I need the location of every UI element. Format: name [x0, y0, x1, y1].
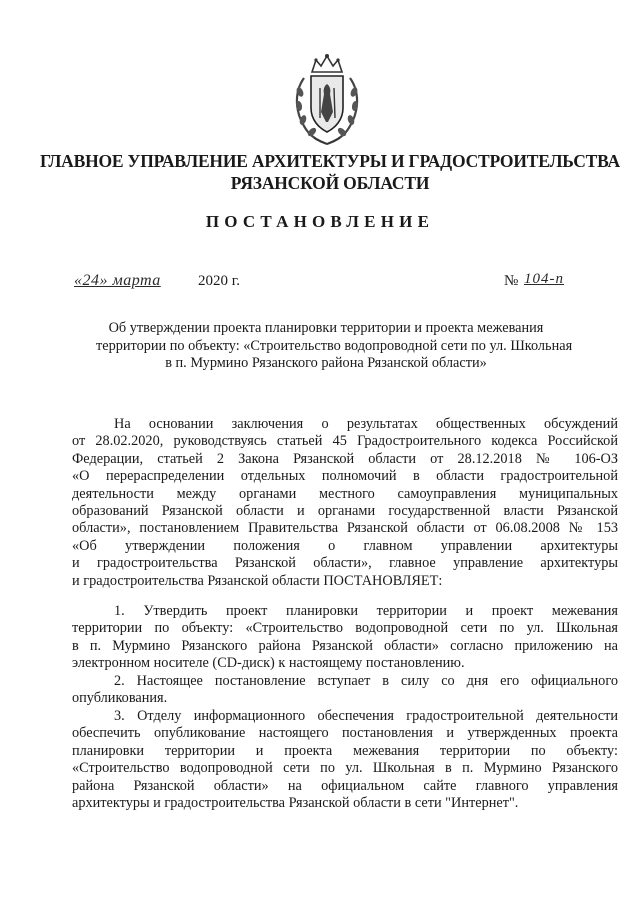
coat-of-arms-icon [290, 52, 364, 148]
body-line: области», постановлением Правительства Рязанской области от 06.08.2008 № 153 [72, 520, 618, 537]
handwritten-date: «24» марта [74, 272, 161, 289]
clause-1 [72, 603, 618, 673]
body-line: территории по объекту: «Строительство водопроводной сети по ул. Школьная [72, 620, 618, 637]
document-type-title: ПОСТАНОВЛЕНИЕ [205, 212, 435, 231]
org-name-line1: ГЛАВНОЕ УПРАВЛЕНИЕ АРХИТЕКТУРЫ И ГРАДОСТРОИТЕЛЬСТВА [40, 151, 620, 171]
handwritten-number: 104-п [524, 271, 564, 287]
body-line: электронном носителе (CD-диск) к настоящему постановлению. [72, 655, 465, 672]
body-line: 2. Настоящее постановление вступает в силу со дня его официального [114, 673, 618, 689]
document-subject [96, 320, 573, 373]
body-line: Федерации, статьей 2 Закона Рязанской области от 28.12.2018 № 106-ОЗ [72, 450, 618, 467]
subject-line: территории по объекту: «Строительство водопроводной сети по ул. Школьная [96, 337, 573, 354]
body-line: На основании заключения о результатах общественных обсуждений [114, 416, 618, 432]
body-line: от 28.02.2020, руководствуясь статьей 45 Градостроительного кодекса Российской [72, 433, 618, 450]
body-line: опубликования. [72, 690, 168, 707]
date-number-line [74, 272, 620, 298]
subject-line: в п. Мурмино Рязанского района Рязанской области» [165, 355, 487, 371]
org-name-line2: РЯЗАНСКОЙ ОБЛАСТИ [230, 173, 430, 193]
body-line: планировки территории и проекта межевания территории по объекту: [72, 742, 618, 759]
number-label: № [504, 273, 519, 289]
body-line: деятельности между органами местного самоуправления муниципальных [72, 485, 618, 502]
clause-3 [72, 708, 618, 812]
body-line: района Рязанской области» на официальном сайте главного управления [72, 777, 618, 794]
clause-2 [72, 673, 618, 708]
body-line: 3. Отделу информационного обеспечения градостроительной деятельности [114, 708, 618, 724]
body-line: и градостроительства Рязанской области», главное управление архитектуры [72, 555, 618, 572]
body-line: и градостроительства Рязанской области ПОСТАНОВЛЯЕТ: [72, 572, 443, 589]
body-line: архитектуры и градостроительства Рязанской области в сети "Интернет". [72, 795, 519, 812]
subject-line: Об утверждении проекта планировки территории и проекта межевания [108, 320, 544, 336]
body-line: «Об утверждении положения о главном управлении архитектуры [72, 537, 618, 554]
body-line: «Строительство водопроводной сети по ул. Школьная в п. Мурмино Рязанского [72, 760, 618, 777]
preamble-paragraph [72, 416, 618, 590]
body-line: образований Рязанской области и органами государственной власти Рязанской [72, 503, 618, 520]
body-line: «О перераспределении отдельных полномочий в области градостроительной [72, 468, 618, 485]
body-line: в п. Мурмино Рязанского района Рязанской области» согласно приложению на [72, 637, 618, 654]
date-year: 2020 г. [198, 273, 240, 289]
body-line: обеспечить опубликование настоящего постановления и утвержденных проекта [72, 725, 618, 742]
body-line: 1. Утвердить проект планировки территории и проект межевания [114, 603, 618, 619]
